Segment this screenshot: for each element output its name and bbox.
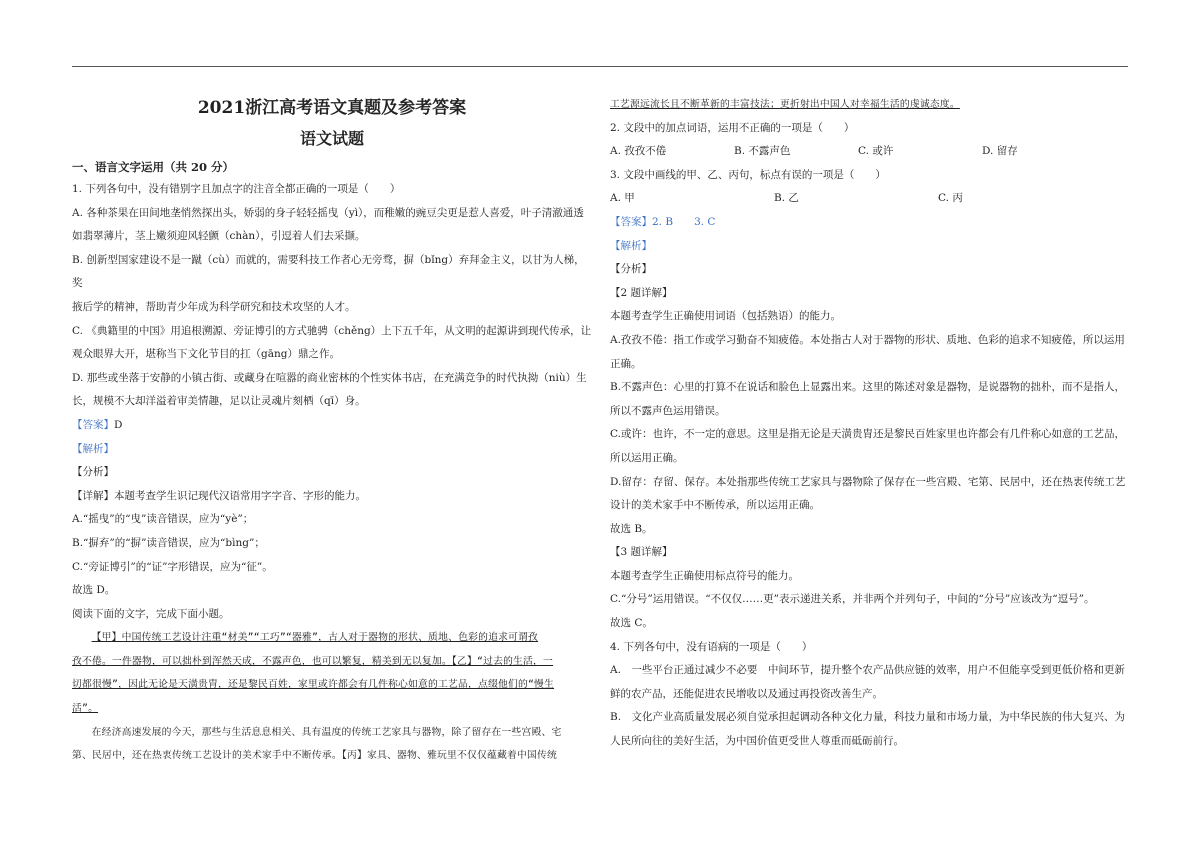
- passage-line-6: 第、民居中，还在热衷传统工艺设计的美术家手中不断传承。【丙】家具、器物、雅玩里不仅仅蕴藏着中国传统: [72, 750, 557, 762]
- q1-answer: [72, 414, 592, 438]
- q3-stem: 3. 文段中画线的甲、乙、丙句，标点有误的一项是（ ）: [610, 168, 886, 181]
- q3-option-c: C. 丙: [938, 192, 963, 205]
- q4-option-b-line1: B. 文化产业高质量发展必须自觉承担起调动各种文化力量，科技力量和市场力量，为中华民族的伟大复兴、为: [610, 711, 1126, 724]
- q2-option-b: B. 不露声色: [734, 145, 791, 158]
- q4-stem: 4. 下列各句中，没有语病的一项是（ ）: [610, 640, 813, 653]
- q3-option-a: A. 甲: [610, 192, 635, 205]
- q2-explain-c-line1: C.或许：也许，不一定的意思。这里是指无论是天潢贵胄还是黎民百姓家里也许都会有几件称心如意的工艺品，: [610, 428, 1125, 441]
- q2-explain-b-line1: B.不露声色：心里的打算不在说话和脸色上显露出来。这里的陈述对象是器物，是说器物的拙朴，而不是指人，: [610, 381, 1126, 394]
- passage-line-3: 切都很慢”，因此无论是天潢贵胄，还是黎民百姓，家里或许都会有几件称心如意的工艺品，点缀他们的“慢生: [72, 679, 555, 691]
- q2-option-d: D. 留存: [982, 145, 1018, 158]
- section-heading: 一、语言文字运用（共 20 分）: [72, 160, 235, 174]
- q2-conclusion: 故选 B。: [610, 522, 653, 535]
- q2-detail-heading: 【2 题详解】: [610, 286, 673, 299]
- answer-label: 【答案】: [610, 215, 652, 228]
- q4-option-b-line2: 人民所向往的美好生活，为中国价值更受世人尊重而砥砺前行。: [610, 735, 904, 748]
- jiexi-label: 【解析】: [610, 239, 652, 252]
- answer-label: 【答案】: [72, 418, 114, 431]
- q23-answer: [610, 211, 1130, 235]
- q2-option-a: A. 孜孜不倦: [610, 145, 667, 158]
- q1-stem: 1. 下列各句中，没有错别字且加点字的注音全都正确的一项是（ ）: [72, 183, 401, 195]
- reading-passage: [72, 626, 592, 768]
- q3-explain-c: C.“分号”运用错误。“不仅仅……更”表示递进关系，并非两个并列句子，中间的“分号”应该改为“逗号”。: [610, 593, 1095, 606]
- fenxi-label: 【分析】: [72, 466, 114, 479]
- jiexi-label: 【解析】: [72, 442, 114, 455]
- q3-conclusion: 故选 C。: [610, 617, 653, 630]
- passage-line-1: 【甲】中国传统工艺设计注重“材美”“工巧”“器雅”，古人对于器物的形状、质地、色彩的追求可谓孜: [91, 632, 539, 644]
- passage-line-4: 活”。: [72, 703, 99, 715]
- answer-value: 2. B 3. C: [652, 215, 716, 228]
- q1-explain-b: B.“摒弃”的“摒”读音错误，应为“bìng”；: [72, 536, 265, 549]
- q3-intro: 本题考查学生正确使用标点符号的能力。: [610, 569, 799, 582]
- fenxi-label: 【分析】: [610, 263, 652, 276]
- q2-option-c: C. 或许: [858, 145, 894, 158]
- q1-detail: 【详解】本题考查学生识记现代汉语常用字字音、字形的能力。: [72, 489, 366, 502]
- q3-option-b: B. 乙: [774, 192, 799, 205]
- q2-explain-d-line1: D.留存：存留、保存。本处指那些传统工艺家具与器物除了保存在一些宫殿、宅第、民居中，还在热衷传统工艺: [610, 475, 1126, 488]
- answer-value: D: [114, 418, 123, 431]
- q1-option-d-line2: 长，规模不大却洋溢着审美情趣，足以让灵魂片刻栖（qī）身。: [72, 395, 366, 408]
- q1-option-b-line2: 掖后学的精神，帮助青少年成为科学研究和技术攻坚的人才。: [72, 300, 356, 313]
- q1-explain-c: C.“旁证博引”的“证”字形错误，应为“征”。: [72, 560, 273, 573]
- q1-explain-a: A.“摇曳”的“曳”读音错误，应为“yè”；: [72, 513, 254, 526]
- q1-option-c-line2: 观众眼界大开，堪称当下文化节目的扛（gāng）鼎之作。: [72, 348, 340, 361]
- q1-option-b-line1: B. 创新型国家建设不是一蹴（cù）而就的，需要科技工作者心无旁骛，摒（bǐng）弃拜金主义，以甘为人梯，奖: [72, 253, 585, 290]
- q1-option-a-line2: 如翡翠薄片，茎上嫩须迎风轻颤（chàn），引逗着人们去采撷。: [72, 230, 366, 243]
- document-title: 2021浙江高考语文真题及参考答案: [197, 98, 467, 118]
- q3-detail-heading: 【3 题详解】: [610, 546, 673, 559]
- q1-option-a-line1: A. 各种茶果在田间地垄悄然探出头，娇弱的身子轻轻摇曳（yì），而稚嫩的豌豆尖更是惹人喜爱，叶子清澈通透: [72, 206, 584, 219]
- passage-line-2: 孜不倦。一件器物，可以拙朴到浑然天成，不露声色，也可以繁复，精美到无以复加。【乙】“过去的生活，一: [72, 655, 554, 667]
- q3-options: [610, 187, 1130, 211]
- passage-line-7: 工艺源远流长且不断革新的丰富技法；更折射出中国人对幸福生活的虔诚态度。: [610, 99, 960, 110]
- document-subtitle: 语文试题: [299, 129, 364, 148]
- q4-option-a-line1: A. 一些平台正通过减少不必要 中间环节，提升整个农产品供应链的效率，用户不但能享受到更低价格和更新: [610, 664, 1125, 677]
- q1-option-c-line1: C. 《典籍里的中国》用追根溯源、旁证博引的方式驰骋（chěng）上下五千年，从文明的起源讲到现代传承，让: [72, 324, 592, 337]
- left-column: [72, 96, 592, 768]
- q1-conclusion: 故选 D。: [72, 584, 116, 597]
- q2-stem: 2. 文段中的加点词语，运用不正确的一项是（ ）: [610, 121, 855, 134]
- right-column: [610, 93, 1130, 754]
- q4-option-a-line2: 鲜的农产品，还能促进农民增收以及通过再投资改善生产。: [610, 687, 883, 700]
- q2-explain-a-line2: 正确。: [610, 357, 642, 370]
- q2-options: [610, 140, 1130, 164]
- q2-explain-a-line1: A.孜孜不倦：指工作或学习勤奋不知疲倦。本处指古人对于器物的形状、质地、色彩的追求不知疲倦，所以运用: [610, 333, 1125, 346]
- header-rule: [72, 66, 1128, 67]
- reading-intro: 阅读下面的文字，完成下面小题。: [72, 607, 230, 620]
- q1-option-d-line1: D. 那些或坐落于安静的小镇古街、或藏身在喧嚣的商业密林的个性实体书店，在充满竞争的时代执拗（niù）生: [72, 371, 587, 384]
- q2-explain-b-line2: 所以不露声色运用错误。: [610, 404, 726, 417]
- q2-explain-d-line2: 设计的美术家手中不断传承，所以运用正确。: [610, 499, 820, 512]
- q2-intro: 本题考查学生正确使用词语（包括熟语）的能力。: [610, 310, 841, 323]
- q2-explain-c-line2: 所以运用正确。: [610, 451, 684, 464]
- passage-line-5: 在经济高速发展的今天，那些与生活息息相关、具有温度的传统工艺家具与器物，除了留存在一些宫殿、宅: [91, 726, 562, 738]
